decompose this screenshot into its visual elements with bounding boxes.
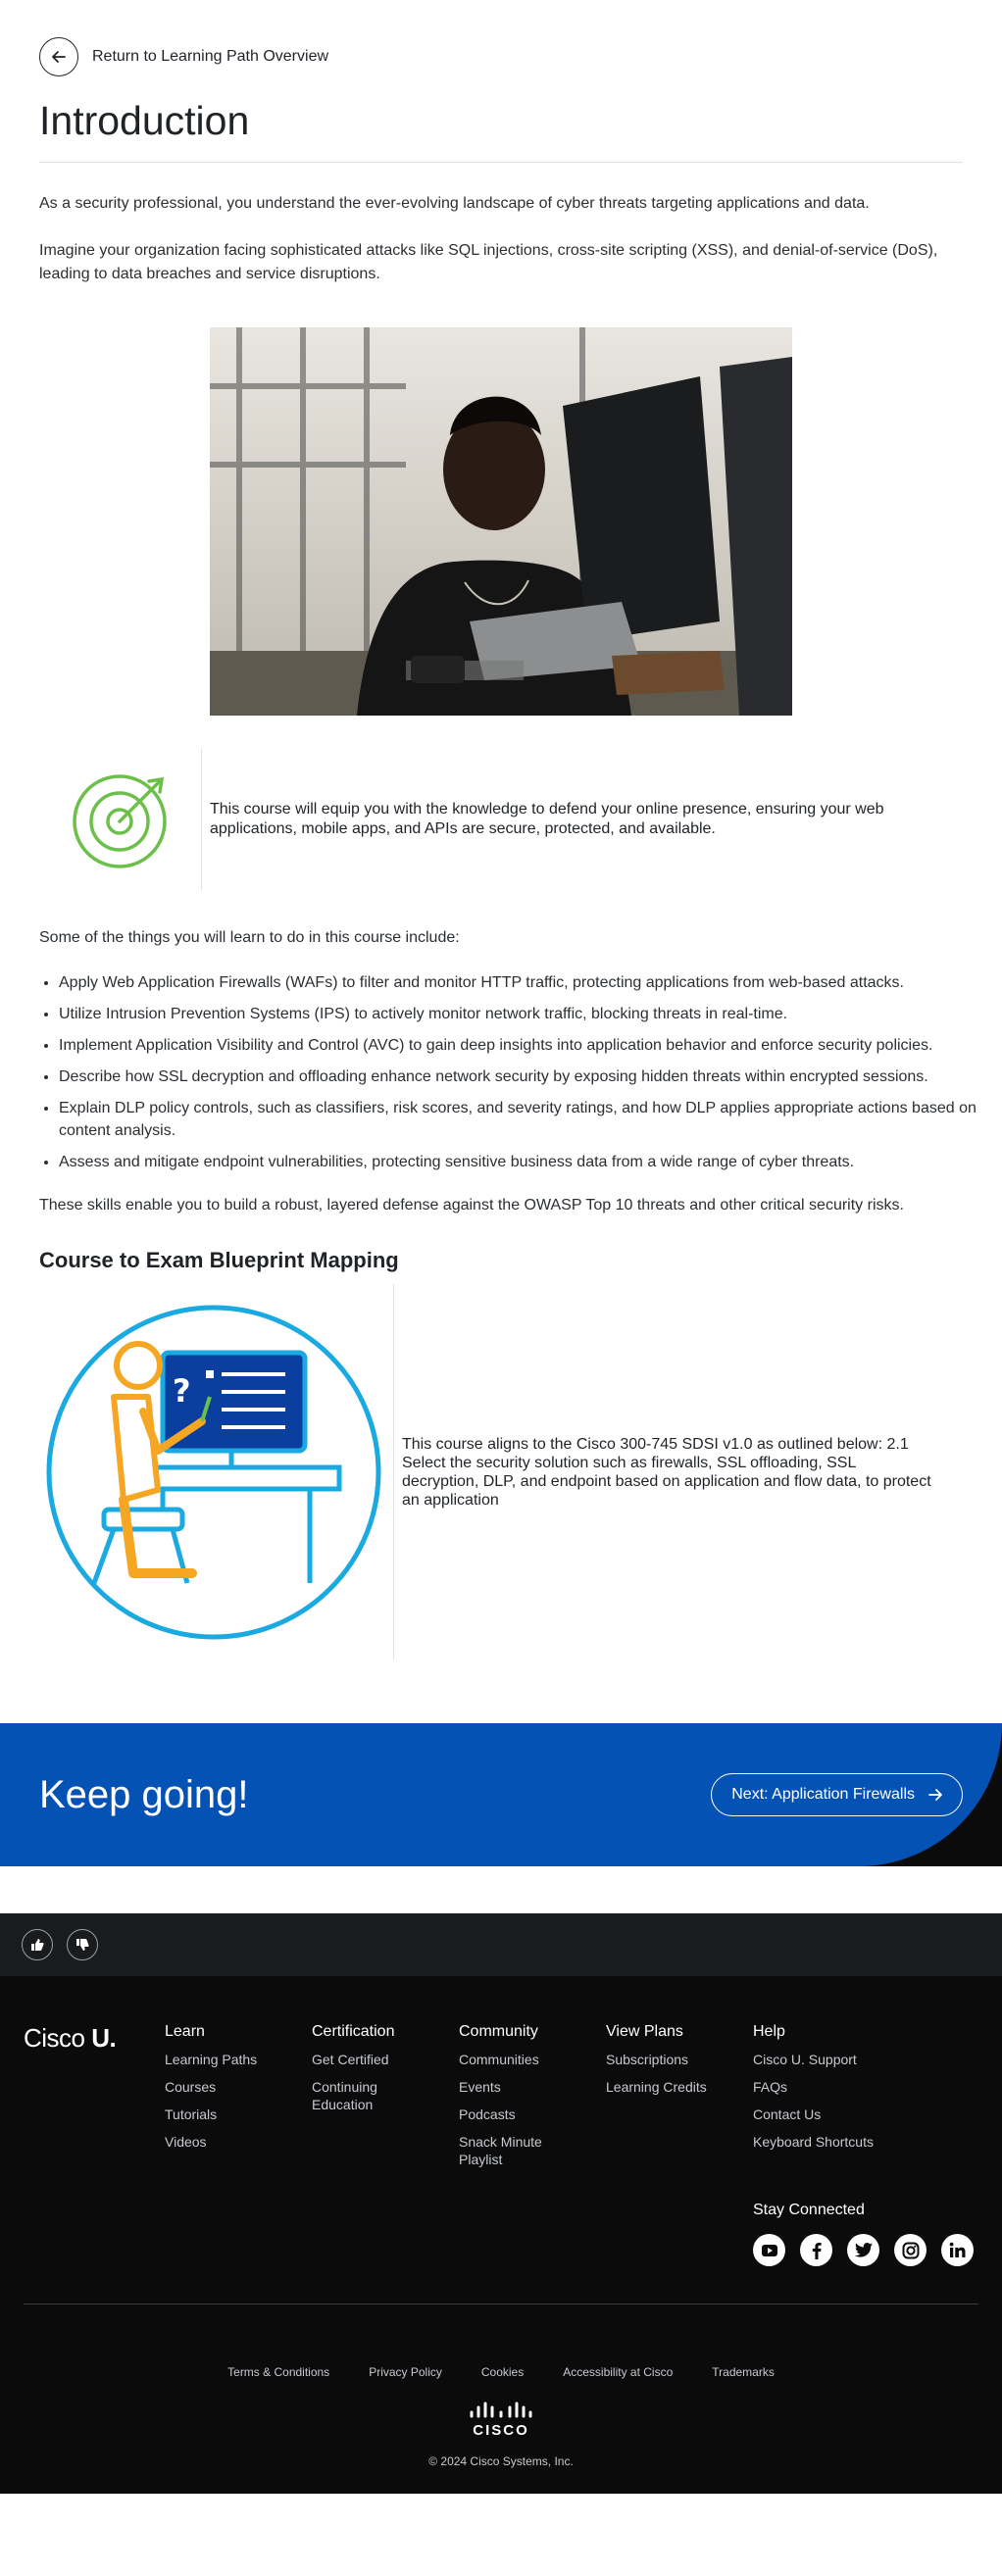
back-link[interactable] xyxy=(39,0,963,76)
footer-link[interactable]: Learning Paths xyxy=(165,2052,258,2067)
footer-link[interactable]: FAQs xyxy=(753,2079,788,2095)
stay-connected-label: Stay Connected xyxy=(753,2202,865,2218)
legal-links xyxy=(0,2365,1002,2379)
footer-col-title: View Plans xyxy=(606,2023,683,2040)
svg-text:?: ? xyxy=(173,1371,191,1410)
copyright: © 2024 Cisco Systems, Inc. xyxy=(428,2454,574,2468)
thumbs-up-icon[interactable] xyxy=(22,1929,53,1960)
footer-link[interactable]: Learning Credits xyxy=(606,2079,707,2095)
footer-link[interactable]: Tutorials xyxy=(165,2106,218,2122)
footer-link[interactable]: Communities xyxy=(459,2052,539,2067)
footer-link[interactable]: Podcasts xyxy=(459,2106,516,2122)
footer-col-plans xyxy=(606,2023,753,2266)
footer-link[interactable]: Courses xyxy=(165,2079,217,2095)
legal-link-trademarks[interactable]: Trademarks xyxy=(712,2365,775,2379)
thumbs-down-icon[interactable] xyxy=(67,1929,98,1960)
next-lesson-label[interactable]: Next: Application Firewalls xyxy=(731,1786,915,1803)
cisco-wordmark: CISCO xyxy=(473,2422,529,2439)
intro-paragraph-1: As a security professional, you understand the ever-evolving landscape of cyber threats targeting applications and data. xyxy=(39,195,870,212)
footer-col-community xyxy=(459,2023,606,2266)
footer-link[interactable]: Cisco U. Support xyxy=(753,2052,857,2067)
footer-col-learn xyxy=(165,2023,312,2266)
instagram-icon[interactable] xyxy=(894,2234,927,2266)
footer-link[interactable]: Subscriptions xyxy=(606,2052,689,2067)
youtube-icon[interactable] xyxy=(753,2234,785,2266)
blueprint-callout xyxy=(39,1284,963,1660)
legal-link-privacy[interactable]: Privacy Policy xyxy=(369,2365,442,2379)
page-title: Introduction xyxy=(39,98,963,163)
footer-link[interactable]: Keyboard Shortcuts xyxy=(753,2134,874,2150)
list-item: • Assess and mitigate endpoint vulnerabilities, protecting sensitive business data from a wide range of cyber threats. xyxy=(59,1151,995,1173)
list-item: • Describe how SSL decryption and offloading enhance network security by exposing hidden threats within encrypted sessions. xyxy=(59,1065,995,1088)
target-icon xyxy=(39,748,202,890)
feedback-bar xyxy=(0,1913,1002,1976)
learner-illustration xyxy=(39,1284,394,1660)
footer-link[interactable]: Videos xyxy=(165,2134,207,2150)
linkedin-icon[interactable] xyxy=(941,2234,974,2266)
footer-col-title: Learn xyxy=(165,2023,205,2040)
footer-link[interactable]: Snack Minute Playlist xyxy=(459,2134,542,2167)
back-arrow-icon[interactable] xyxy=(39,37,78,76)
callout-text: This course will equip you with the knowledge to defend your online presence, ensuring your web applications, mobile apps, and APIs are secure, protected, and available. xyxy=(210,800,884,837)
next-lesson-button[interactable] xyxy=(711,1773,963,1816)
legal-link-terms[interactable]: Terms & Conditions xyxy=(227,2365,330,2379)
footer-col-title: Help xyxy=(753,2023,785,2040)
arrow-right-icon xyxy=(927,1786,944,1804)
learn-intro: Some of the things you will learn to do in this course include: xyxy=(39,929,460,946)
cisco-logo[interactable] xyxy=(0,2401,1002,2439)
keep-going-banner xyxy=(0,1723,1002,1866)
section-title: Course to Exam Blueprint Mapping xyxy=(39,1248,399,1272)
footer-link[interactable]: Events xyxy=(459,2079,501,2095)
footer-col-title: Community xyxy=(459,2023,538,2040)
footer-col-help xyxy=(753,2023,978,2266)
back-link-label[interactable]: Return to Learning Path Overview xyxy=(92,48,329,65)
skills-summary: These skills enable you to build a robust, layered defense against the OWASP Top 10 threats and other critical security risks. xyxy=(39,1197,904,1214)
footer-col-certification xyxy=(312,2023,459,2266)
cta-title: Keep going! xyxy=(39,1772,249,1816)
footer-col-title: Certification xyxy=(312,2023,395,2040)
list-item: • Explain DLP policy controls, such as classifiers, risk scores, and severity ratings, and how DLP applies appropriate actions based on content analysis. xyxy=(59,1097,995,1142)
footer-link[interactable]: Continuing Education xyxy=(312,2079,377,2112)
blueprint-text: This course aligns to the Cisco 300-745 SDSI v1.0 as outlined below: 2.1 Select the security solution such as firewalls, SSL offloading, SSL decryption, DLP, and endpoint based on application and flow data, to protect an application xyxy=(402,1435,931,1509)
skills-list xyxy=(39,971,977,1173)
hero-photo xyxy=(210,327,792,716)
logo-suffix[interactable]: U. xyxy=(91,2023,117,2053)
cisco-bars-icon xyxy=(469,2401,533,2420)
cisco-u-logo[interactable] xyxy=(24,2023,165,2266)
list-item: • Utilize Intrusion Prevention Systems (IPS) to actively monitor network traffic, blocking threats in real-time. xyxy=(59,1003,995,1025)
intro-paragraph-2: Imagine your organization facing sophisticated attacks like SQL injections, cross-site scripting (XSS), and denial-of-service (DoS), leading to data breaches and service disruptions. xyxy=(39,242,938,282)
footer-link[interactable]: Get Certified xyxy=(312,2052,389,2067)
list-item: • Implement Application Visibility and Control (AVC) to gain deep insights into application behavior and enforce security policies. xyxy=(59,1034,995,1057)
legal-link-accessibility[interactable]: Accessibility at Cisco xyxy=(563,2365,674,2379)
twitter-icon[interactable] xyxy=(847,2234,879,2266)
social-links xyxy=(753,2234,978,2266)
site-footer xyxy=(0,1976,1002,2266)
footer-link[interactable]: Contact Us xyxy=(753,2106,822,2122)
logo-main[interactable]: Cisco xyxy=(24,2023,85,2053)
list-item: • Apply Web Application Firewalls (WAFs) to filter and monitor HTTP traffic, protecting applications from web-based attacks. xyxy=(59,971,995,994)
course-goal-callout xyxy=(39,748,963,890)
facebook-icon[interactable] xyxy=(800,2234,832,2266)
legal-link-cookies[interactable]: Cookies xyxy=(480,2365,525,2379)
